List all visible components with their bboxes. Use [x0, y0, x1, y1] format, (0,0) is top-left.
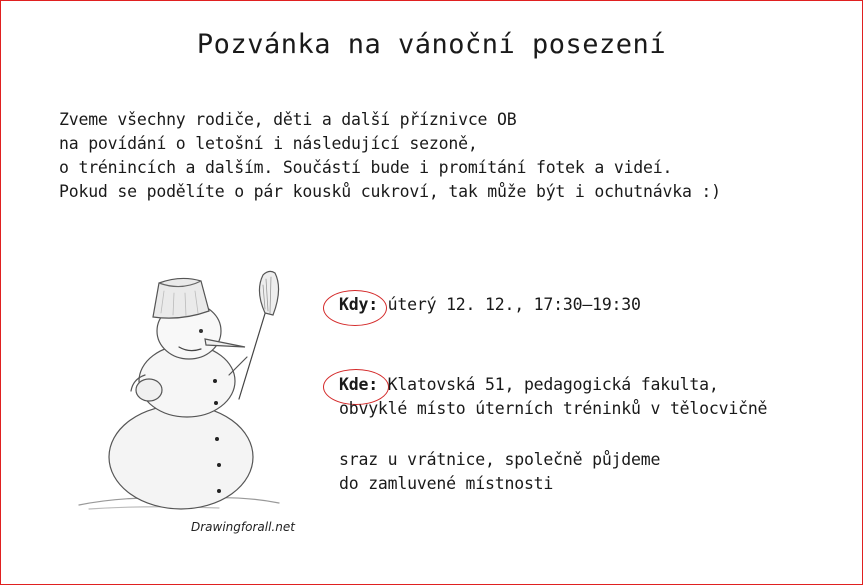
when-line [339, 293, 641, 317]
invitation-title: Pozvánka na vánoční posezení [196, 29, 667, 60]
when-label: Kdy: [339, 295, 378, 314]
where-line [339, 373, 767, 397]
meeting-line-1: sraz u vrátnice, společně půjdeme [339, 450, 661, 469]
intro-line: o trénincích a dalším. Součástí bude i promítání fotek a videí. [59, 158, 673, 177]
intro-line: Zveme všechny rodiče, děti a další příznivce OB [59, 110, 517, 129]
where-value: Klatovská 51, pedagogická fakulta, [377, 375, 719, 394]
snowman-illustration [69, 269, 319, 539]
where-line-2: obvyklé místo úterních tréninků v tělocvičně [339, 399, 768, 418]
when-value: úterý 12. 12., 17:30–19:30 [377, 295, 641, 314]
where-label: Kde: [339, 375, 378, 394]
intro-line: na povídání o letošní i následující sezoně, [59, 134, 478, 153]
illustration-credit: Drawingforall.net [191, 520, 295, 534]
invitation-intro [59, 108, 721, 204]
where-block [339, 373, 767, 421]
intro-line: Pokud se podělíte o pár kousků cukroví, tak může být i ochutnávka :) [59, 182, 721, 201]
meeting-line-2: do zamluvené místnosti [339, 474, 554, 493]
meeting-point [339, 448, 660, 496]
